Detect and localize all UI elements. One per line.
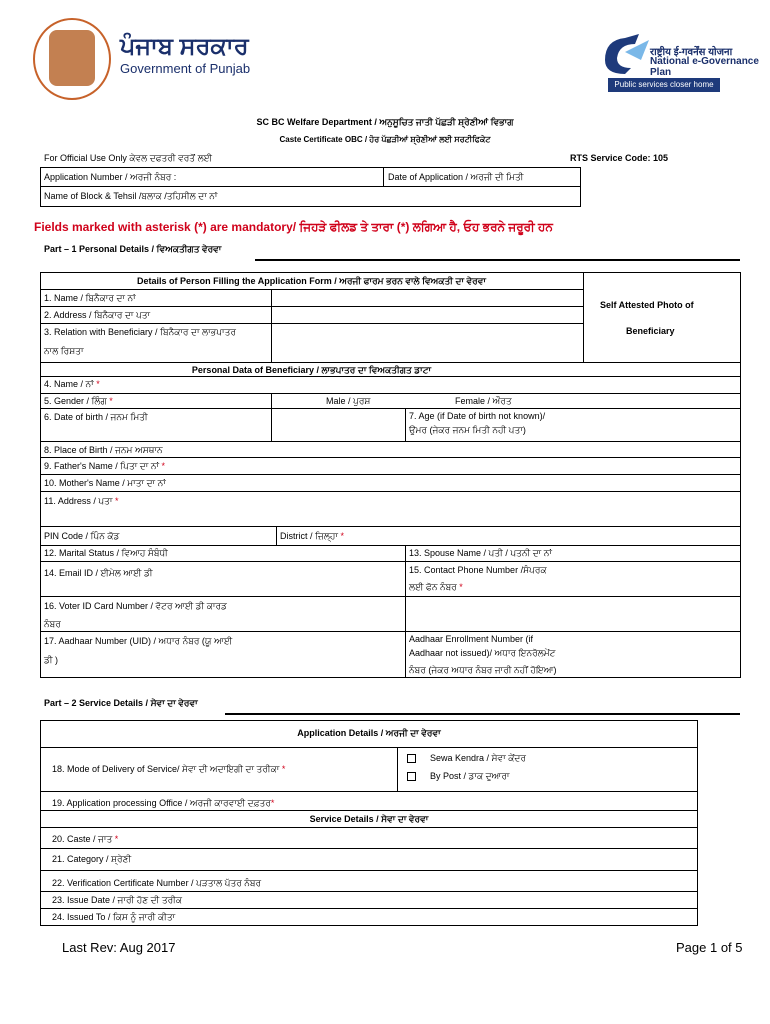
age-label-2: ਉਮਰ (ਜੇਕਰ ਜਨਮ ਮਿਤੀ ਨਹੀ ਪਤਾ) xyxy=(409,425,526,435)
district-label: District / ਜ਼ਿਲ੍ਹਾ * xyxy=(280,531,344,541)
official-use-label: For Official Use Only ਕੇਵਲ ਦਫਤਰੀ ਵਰਤੋਂ ਲਈ xyxy=(44,153,213,163)
photo-label-2: Beneficiary xyxy=(626,326,675,336)
by-post-checkbox[interactable] xyxy=(407,772,416,781)
gender-female-option[interactable]: Female / ਔਰਤ xyxy=(455,396,512,406)
place-of-birth-label: 8. Place of Birth / ਜਨਮ ਅਸਥਾਨ xyxy=(44,445,163,455)
service-details-heading: Service Details / ਸੇਵਾ ਦਾ ਵੇਰਵਾ xyxy=(309,814,429,824)
egov-logo-icon xyxy=(595,30,651,76)
department-heading: SC BC Welfare Department / ਅਨੁਸੂਚਿਤ ਜਾਤੀ ਪੱਛੜੀ ਸ਼੍ਰੇਣੀਆਂ ਵਿਭਾਗ xyxy=(256,117,514,127)
sewa-kendra-option[interactable]: Sewa Kendra / ਸੇਵਾ ਕੇਂਦਰ xyxy=(407,753,526,764)
father-name-label: 9. Father's Name / ਪਿਤਾ ਦਾ ਨਾਂ * xyxy=(44,461,166,471)
aadhaar-enrollment-label-3: ਨੰਬਰ (ਜੇਕਰ ਅਧਾਰ ਨੰਬਰ ਜਾਰੀ ਨਹੀਂ ਹੋਇਆ) xyxy=(409,665,557,675)
beneficiary-heading: Personal Data of Beneficiary / ਲਾਭਪਾਤਰ ਦਾ ਵਿਅਕਤੀਗਤ ਡਾਟਾ xyxy=(191,365,432,375)
photo-label: Self Attested Photo of xyxy=(600,300,694,310)
page-number: Page 1 of 5 xyxy=(676,940,743,955)
application-details-heading: Application Details / ਅਰਜੀ ਦਾ ਵੇਰਵਾ xyxy=(297,728,441,738)
applicant-address-label: 2. Address / ਬਿਨੈਕਾਰ ਦਾ ਪਤਾ xyxy=(44,310,151,320)
age-label: 7. Age (if Date of birth not known)/ xyxy=(409,411,546,421)
gender-label: 5. Gender / ਲਿੰਗ * xyxy=(44,396,113,406)
part2-heading: Part – 2 Service Details / ਸੇਵਾ ਦਾ ਵੇਰਵਾ xyxy=(44,698,198,708)
aadhaar-number-label-2: ਡੀ ) xyxy=(44,655,59,665)
punjab-emblem-logo xyxy=(33,18,111,100)
aadhaar-enrollment-label-2: Aadhaar not issued)/ ਅਧਾਰ ਇਨਰੋਲਮੇਂਟ xyxy=(409,648,556,658)
by-post-option[interactable]: By Post / ਡਾਕ ਦੁਆਰਾ xyxy=(407,771,509,782)
email-label: 14. Email ID / ਈਮੇਲ ਆਈ ਡੀ xyxy=(44,568,153,578)
egov-english-title: National e-Governance Plan xyxy=(650,56,759,78)
block-tehsil-label: Name of Block & Tehsil /ਬਲਾਕ /ਤਹਿਸੀਲ ਦਾ ਨਾਂ xyxy=(44,191,218,201)
relation-label-2: ਨਾਲ ਰਿਸ਼ਤਾ xyxy=(44,346,84,356)
caste-label: 20. Caste / ਜਾਤ * xyxy=(52,834,119,844)
part1-heading: Part – 1 Personal Details / ਵਿਅਕਤੀਗਤ ਵੇਰਵਾ xyxy=(44,244,222,254)
aadhaar-number-label: 17. Aadhaar Number (UID) / ਅਧਾਰ ਨੰਬਰ (ਯੂ ਆਈ xyxy=(44,636,233,646)
mother-name-label: 10. Mother's Name / ਮਾਤਾ ਦਾ ਨਾਂ xyxy=(44,478,166,488)
egov-tagline: Public services closer home xyxy=(608,78,720,92)
verification-number-label: 22. Verification Certificate Number / ਪੜਤਾਲ ਪੱਤਰ ਨੰਬਰ xyxy=(52,878,262,888)
issued-to-label: 24. Issued To / ਕਿਸ ਨੂੰ ਜਾਰੀ ਕੀਤਾ xyxy=(52,912,176,922)
category-label: 21. Category / ਸ਼੍ਰੇਣੀ xyxy=(52,854,132,864)
form-title: Caste Certificate OBC / ਹੋਰ ਪੱਛੜੀਆਂ ਸ਼੍ਰੇਣੀਆਂ ਲਈ ਸਰਟੀਫਿਕੇਟ xyxy=(279,135,491,144)
phone-label: 15. Contact Phone Number /ਸੰਪਰਕ xyxy=(409,565,547,575)
filler-heading: Details of Person Filling the Application Form / ਅਰਜੀ ਫਾਰਮ ਭਰਨ ਵਾਲੇ ਵਿਅਕਤੀ ਦਾ ਵੇਰਵਾ xyxy=(137,276,486,286)
aadhaar-enrollment-label: Aadhaar Enrollment Number (if xyxy=(409,634,534,644)
issue-date-label: 23. Issue Date / ਜਾਰੀ ਹੋਣ ਦੀ ਤਰੀਕ xyxy=(52,895,183,905)
beneficiary-name-label: 4. Name / ਨਾਂ * xyxy=(44,379,100,389)
sewa-kendra-checkbox[interactable] xyxy=(407,754,416,763)
phone-label-2: ਲਈ ਫੋਨ ਨੰਬਰ * xyxy=(409,582,463,592)
mandatory-fields-note: Fields marked with asterisk (*) are mandatory/ ਜਿਹੜੇ ਫੀਲਡ ਤੇ ਤਾਰਾ (*) ਲਗਿਆ ਹੈ, ਓਹ ਭਰਨੇ ਜਰੂਰੀ ਹਨ xyxy=(34,220,553,234)
gender-male-option[interactable]: Male / ਪੁਰਸ਼ xyxy=(326,396,371,406)
processing-office-label: 19. Application processing Office / ਅਰਜੀ ਕਾਰਵਾਈ ਦਫ਼ਤਰ* xyxy=(52,798,275,808)
voter-id-label: 16. Voter ID Card Number / ਵੋਟਰ ਆਈ ਡੀ ਕਾਰਡ xyxy=(44,601,227,611)
rts-service-code: RTS Service Code: 105 xyxy=(570,153,669,163)
application-number-label: Application Number / ਅਰਜੀ ਨੰਬਰ : xyxy=(44,172,177,182)
beneficiary-address-label: 11. Address / ਪਤਾ * xyxy=(44,496,119,506)
government-title-punjabi: ਪੰਜਾਬ ਸਰਕਾਰ xyxy=(120,33,249,60)
voter-id-label-2: ਨੰਬਰ xyxy=(44,619,61,629)
applicant-name-label: 1. Name / ਬਿਨੈਕਾਰ ਦਾ ਨਾਂ xyxy=(44,293,136,303)
relation-label: 3. Relation with Beneficiary / ਬਿਨੈਕਾਰ ਦਾ ਲਾਭਪਾਤਰ xyxy=(44,327,236,337)
marital-status-label: 12. Marital Status / ਵਿਆਹ ਸੰਬੰਧੀ xyxy=(44,548,168,558)
application-date-label: Date of Application / ਅਰਜੀ ਦੀ ਮਿਤੀ xyxy=(388,172,524,182)
pin-code-label: PIN Code / ਪਿੰਨ ਕੋਡ xyxy=(44,531,120,541)
egov-hindi-title: राष्ट्रीय ई-गवर्नेंस योजना xyxy=(650,47,733,58)
spouse-name-label: 13. Spouse Name / ਪਤੀ / ਪਤਨੀ ਦਾ ਨਾਂ xyxy=(409,548,552,558)
delivery-mode-label: 18. Mode of Delivery of Service/ ਸੇਵਾ ਦੀ ਅਦਾਇਗੀ ਦਾ ਤਰੀਕਾ * xyxy=(52,764,286,774)
government-title-english: Government of Punjab xyxy=(120,61,251,76)
dob-label: 6. Date of birth / ਜਨਮ ਮਿਤੀ xyxy=(44,412,148,422)
last-revision: Last Rev: Aug 2017 xyxy=(62,940,176,955)
